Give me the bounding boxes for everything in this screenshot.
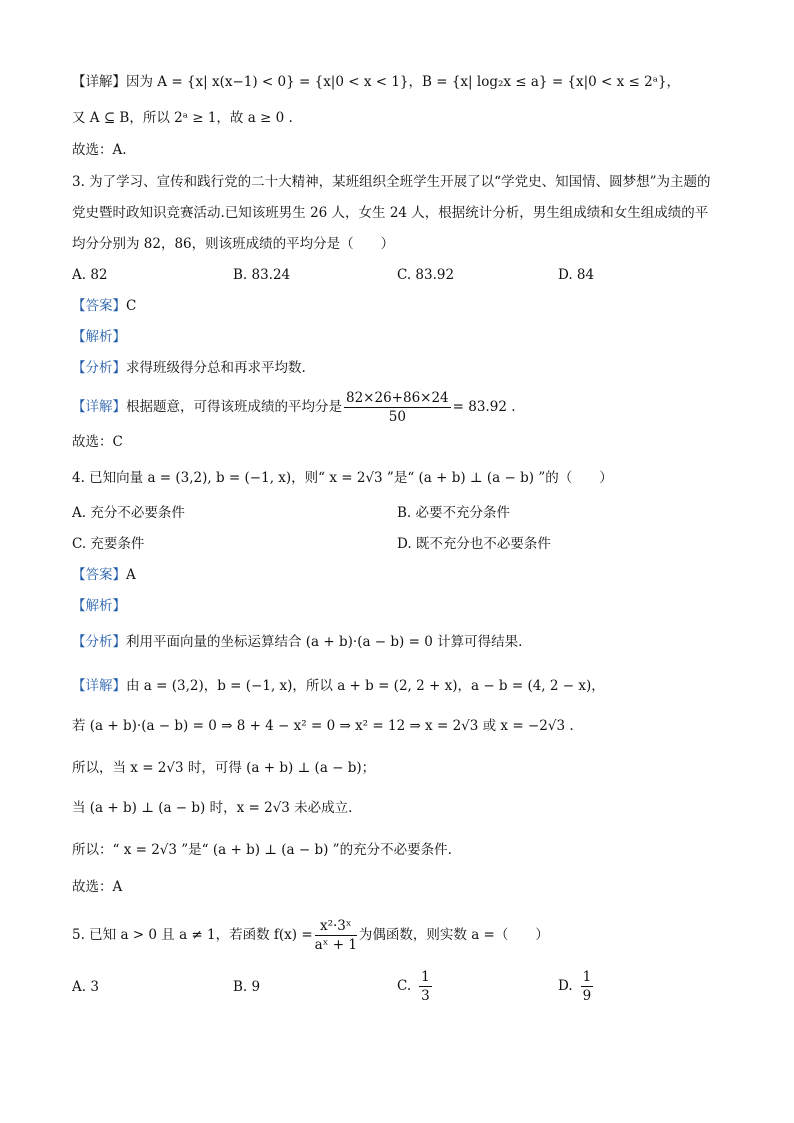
average-fraction: [344, 389, 451, 426]
q3-option-c: C. 83.92: [397, 267, 455, 283]
q5-option-b: B. 9: [233, 979, 261, 995]
option-label: D.: [558, 978, 573, 994]
answer-select-q4: 故选：A: [72, 879, 123, 895]
fraction-denominator: aˣ + 1: [314, 937, 357, 953]
answer-select-q3: 故选：C: [72, 434, 123, 450]
detail-result: = 83.92 .: [452, 399, 516, 415]
answer-tag: 【答案】: [72, 567, 126, 583]
fraction-numerator: 82×26+86×24: [346, 390, 449, 406]
q3-analysis-tag: 【解析】: [72, 329, 126, 345]
q4-detail-line-2: 若 (a + b)·(a − b) = 0 ⇒ 8 + 4 − x² = 0 ⇒ x² = 12 ⇒ x = 2√3 或 x = −2√3 .: [72, 718, 574, 734]
q3-option-a: A. 82: [72, 267, 108, 283]
q4-option-d: D. 既不充分也不必要条件: [397, 536, 551, 552]
detail-text: 根据题意，可得该班成绩的平均分是: [126, 399, 342, 415]
analysis-tag: 【分析】: [72, 634, 126, 650]
answer-select-q2: 故选：A.: [72, 142, 127, 158]
q3-analysis: [72, 358, 306, 378]
q5-option-d: [558, 966, 595, 1006]
q4-option-b: B. 必要不充分条件: [397, 505, 511, 521]
question-3-line-3: 均分分别为 82，86，则该班成绩的平均分是（ ）: [72, 236, 395, 252]
question-5-text: 5. 已知 a > 0 且 a ≠ 1，若函数 f(x) =: [72, 927, 313, 943]
fraction-numerator: 1: [582, 969, 592, 985]
detail-tag: 【详解】: [72, 678, 126, 694]
q4-option-c: C. 充要条件: [72, 536, 145, 552]
q4-detail-line-5: 所以：“ x = 2√3 ”是“ (a + b) ⊥ (a − b) ”的充分不必要条件.: [72, 842, 452, 858]
answer-value: C: [126, 298, 137, 314]
q4-analysis: [72, 632, 522, 652]
fraction-denominator: 9: [582, 988, 592, 1004]
option-fraction: [419, 968, 432, 1005]
analysis-tag: 【分析】: [72, 360, 126, 376]
question-5-line-1: [72, 915, 549, 955]
q4-answer: [72, 565, 136, 585]
solution-line-2: 又 A ⊆ B，所以 2ᵃ ≥ 1，故 a ≥ 0 .: [72, 110, 293, 126]
question-4-line-1: 4. 已知向量 a = (3,2), b = (−1, x)，则“ x = 2√3 ”是“ (a + b) ⊥ (a − b) ”的（ ）: [72, 470, 613, 486]
fraction-denominator: 3: [421, 988, 430, 1004]
fraction-numerator: 1: [421, 969, 430, 985]
answer-value: A: [126, 567, 136, 583]
q4-option-a: A. 充分不必要条件: [72, 505, 185, 521]
fraction-numerator: x²·3ˣ: [315, 917, 357, 936]
analysis-text: 利用平面向量的坐标运算结合 (a + b)·(a − b) = 0 计算可得结果.: [126, 634, 523, 650]
analysis-text: 求得班级得分总和再求平均数.: [126, 360, 306, 376]
question-3-line-2: 党史暨时政知识竞赛活动.已知该班男生 26 人，女生 24 人，根据统计分析，男生组成绩和女生组成绩的平: [72, 205, 709, 221]
q4-detail-line-1: [72, 676, 605, 696]
q4-detail-line-3: 所以，当 x = 2√3 时，可得 (a + b) ⊥ (a − b)；: [72, 760, 376, 776]
q3-option-d: D. 84: [558, 267, 595, 283]
solution-line-1: 【详解】因为 A = {x| x(x−1) < 0} = {x|0 < x < 1}，B = {x| log₂x ≤ a} = {x|0 < x ≤ 2ᵃ}，: [72, 74, 681, 90]
detail-tag: 【详解】: [72, 399, 126, 415]
q3-option-b: B. 83.24: [233, 267, 291, 283]
detail-text: 由 a = (3,2)，b = (−1, x)，所以 a + b = (2, 2 + x)，a − b = (4, 2 − x)，: [126, 678, 605, 694]
q4-analysis-tag: 【解析】: [72, 598, 126, 614]
answer-tag: 【答案】: [72, 298, 126, 314]
option-label: C.: [397, 978, 412, 994]
q5-option-a: A. 3: [72, 979, 99, 995]
question-3-line-1: 3. 为了学习、宣传和践行党的二十大精神，某班组织全班学生开展了以“学党史、知国情、圆梦想”为主题的: [72, 174, 711, 190]
q3-answer: [72, 296, 136, 316]
question-5-tail: 为偶函数，则实数 a =（ ）: [358, 927, 549, 943]
function-fraction: [315, 917, 357, 954]
option-fraction: [581, 968, 594, 1005]
q5-option-c: [397, 966, 434, 1006]
q3-detail: [72, 388, 516, 426]
q4-detail-line-4: 当 (a + b) ⊥ (a − b) 时，x = 2√3 未必成立.: [72, 800, 353, 816]
fraction-denominator: 50: [388, 409, 406, 425]
